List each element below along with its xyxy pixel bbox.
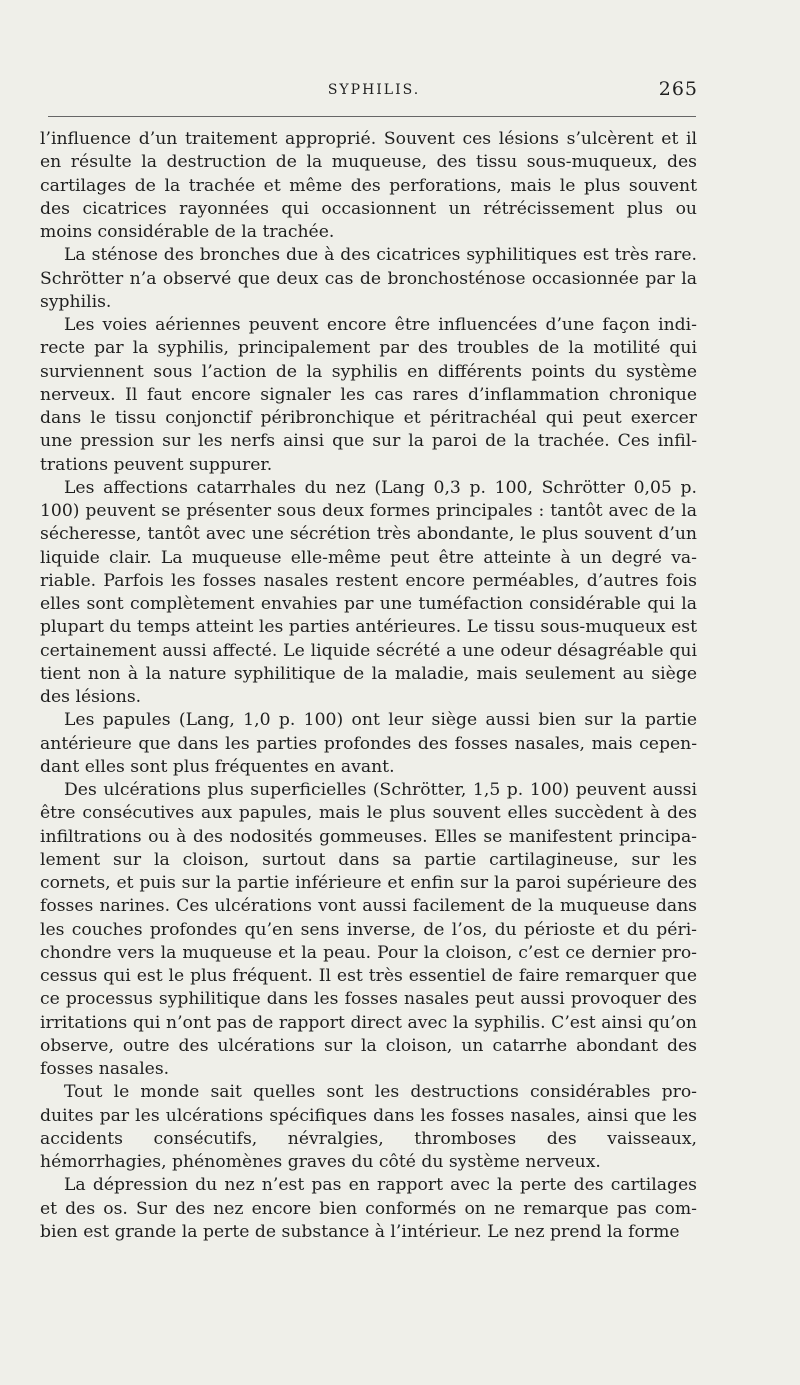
paragraph-papules: Les papules (Lang, 1,0 p. 100) ont leur siège aussi bien sur la partie antérieure que dans les parties profondes des fosses nasales, mais cepen-dant elles sont plus fréquentes en avant. xyxy=(40,710,697,777)
paragraph-nasal-depression: La dépression du nez n’est pas en rapport avec la perte des cartilages et des os. Sur des nez encore bien conformés on ne remarque pas com-bien est grande la perte de substance à l’intérieur. Le nez prend la forme xyxy=(40,1175,697,1242)
paragraph-airways: Les voies aériennes peuvent encore être influencées d’une façon indi-recte par la syphilis, principalement par des troubles de la motilité qui surviennent sous l’action de la syphilis en différents points du système nerveux. Il faut encore signaler les cas rares d’inflammation chronique dans le tissu conjonctif péribronchique et péritrachéal qui peut exercer une pression sur les nerfs ainsi que sur la paroi de la trachée. Ces infil-trations peuvent suppurer. xyxy=(40,315,697,475)
paragraph-continuation: l’influence d’un traitement approprié. Souvent ces lésions s’ulcèrent et il en résulte la destruction de la muqueuse, des tissu sous-muqueux, des cartilages de la trachée et même des perforations, mais le plus souvent des cicatrices rayonnées qui occasionnent un rétrécissement plus ou moins considérable de la trachée. xyxy=(40,129,697,242)
body-text xyxy=(40,128,697,1244)
paragraph-ulcerations: Des ulcérations plus superficielles (Schrötter, 1,5 p. 100) peuvent aussi être consécutives aux papules, mais le plus souvent elles succèdent à des infiltrations ou à des nodosités gommeuses. Elles se manifestent principa-lement sur la cloison, surtout dans sa partie cartilagineuse, sur les cornets, et puis sur la partie inférieure et enfin sur la paroi supérieure des fosses narines. Ces ulcérations vont aussi facilement de la muqueuse dans les couches profondes qu’en sens inverse, de l’os, du périoste et du péri-chondre vers la muqueuse et la peau. Pour la cloison, c’est ce dernier pro-cessus qui est le plus fréquent. Il est très essentiel de faire remarquer que ce processus syphilitique dans les fosses nasales peut aussi provoquer des irritations qui n’ont pas de rapport direct avec la syphilis. C’est ainsi qu’on observe, outre des ulcérations sur la cloison, un catarrhe abondant des fosses nasales. xyxy=(40,780,697,1079)
paragraph-destructions: Tout le monde sait quelles sont les destructions considérables pro-duites par les ulcérations spécifiques dans les fosses nasales, ainsi que les accidents consécutifs, névralgies, thromboses des vaisseaux, hémorrhagies, phénomènes graves du côté du système nerveux. xyxy=(40,1082,697,1172)
header-rule xyxy=(48,116,696,117)
paragraph-bronchial-stenosis: La sténose des bronches due à des cicatrices syphilitiques est très rare. Schrötter n’a observé que deux cas de bronchosténose occasionnée par la syphilis. xyxy=(40,245,697,312)
page-number: 265 xyxy=(658,78,698,100)
running-title: SYPHILIS. xyxy=(327,82,421,98)
paragraph-nasal-catarrh: Les affections catarrhales du nez (Lang 0,3 p. 100, Schrötter 0,05 p. 100) peuvent se présenter sous deux formes principales : tantôt avec de la sécheresse, tantôt avec une sécrétion très abondante, le plus souvent d’un liquide clair. La muqueuse elle-même peut être atteinte à un degré va-riable. Parfois les fosses nasales restent encore perméables, d’autres fois elles sont complètement envahies par une tuméfaction considérable qui la plupart du temps atteint les parties antérieures. Le tissu sous-muqueux est certainement aussi affecté. Le liquide sécrété a une odeur désagréable qui tient non à la nature syphilitique de la maladie, mais seulement au siège des lésions. xyxy=(40,477,697,707)
running-header xyxy=(50,78,698,106)
